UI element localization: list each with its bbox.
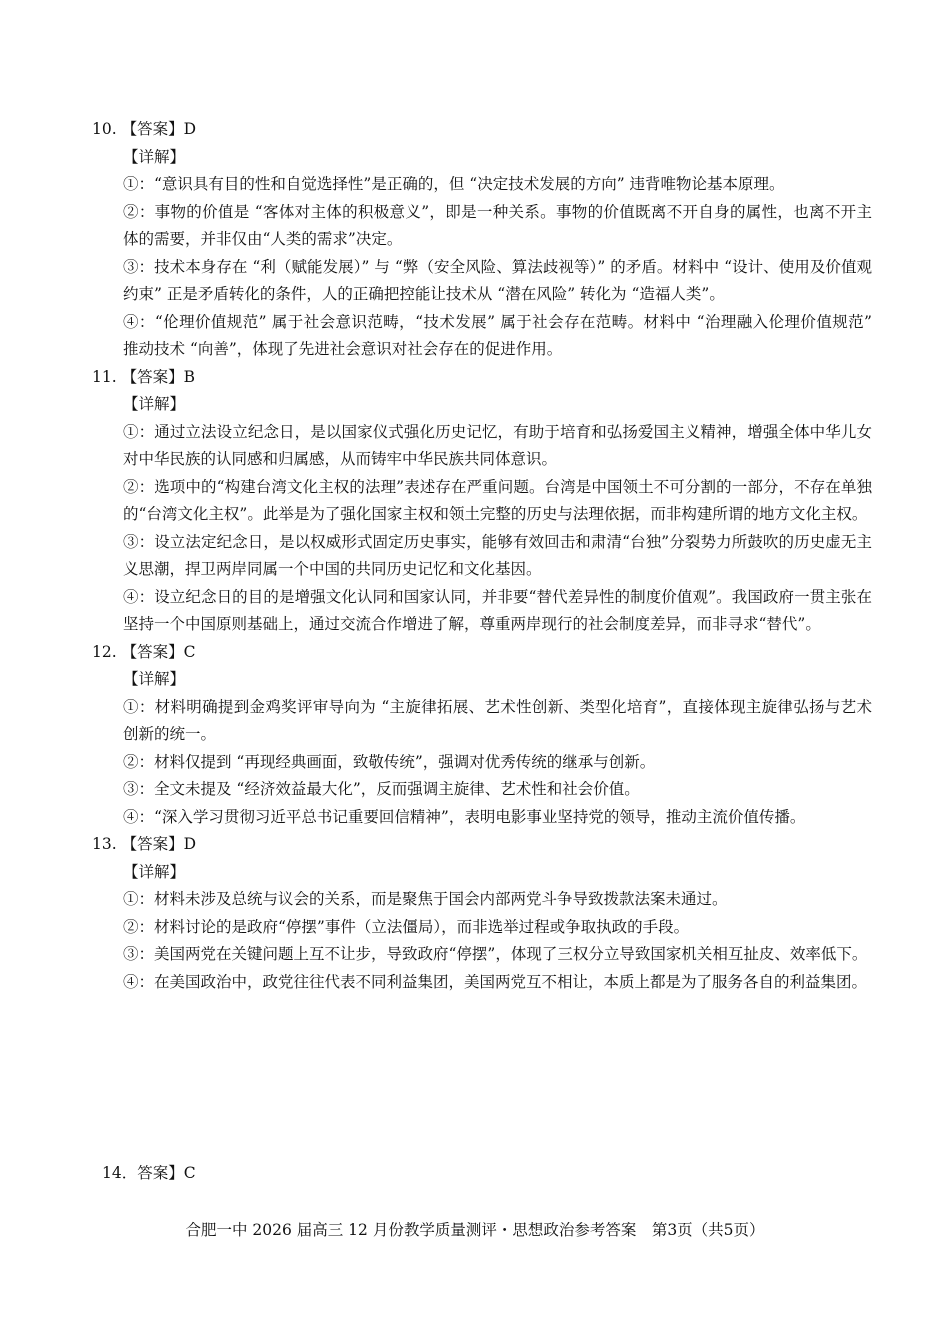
detail-label: 【详解】 [123,147,186,166]
detail-paragraph: ①：通过立法设立纪念日，是以国家仪式强化历史记忆，有助于培育和弘扬爱国主义精神，增强全体中华儿女对中华民族的认同感和归属感，从而铸牢中华民族共同体意识。 [123,422,872,468]
detail-paragraph: ①：材料未涉及总统与议会的关系，而是聚焦于国会内部两党斗争导致拨款法案未通过。 [123,890,728,908]
question-answer-line [92,831,872,859]
detail-label: 【详解】 [123,862,186,881]
detail-paragraph: ①：材料明确提到金鸡奖评审导向为 “主旋律拓展、艺术性创新、类型化培育”，直接体现主旋律弘扬与艺术创新的统一。 [123,697,872,743]
detail-paragraph: ④：设立纪念日的目的是增强文化认同和国家认同，并非要“替代差异性的制度价值观”。我国政府一贯主张在坚持一个中国原则基础上，通过交流合作增进了解，尊重两岸现行的社会制度差异，而非寻求“替代”。 [123,587,872,633]
question-answer-line [92,116,872,144]
question-answer-line [92,364,872,392]
question-number: 10. [92,120,117,138]
question-detail [92,391,872,639]
question-12 [92,639,872,832]
question-answer-line [92,639,872,667]
page-footer: 合肥一中 2026 届高三 12 月份教学质量测评・思想政治参考答案 第3页（共5页） [185,1221,765,1239]
question-11 [92,364,872,639]
question-detail [92,144,872,364]
question-number: 13. [92,835,117,853]
detail-paragraph: ④：“伦理价值规范” 属于社会意识范畴，“技术发展” 属于社会存在范畴。材料中 “治理融入伦理价值规范” 推动技术 “向善”，体现了先进社会意识对社会存在的促进作用。 [123,312,872,358]
detail-paragraph: ②：材料讨论的是政府“停摆”事件（立法僵局），而非选举过程或争取执政的手段。 [123,917,690,936]
detail-paragraph: ④：在美国政治中，政党往往代表不同利益集团，美国两党互不相让，本质上都是为了服务各自的利益集团。 [123,972,868,991]
question-detail [92,666,872,831]
question-14-answer: 14．答案】C [102,1164,196,1182]
question-number: 12. [92,642,117,661]
detail-paragraph: ②：选项中的“构建台湾文化主权的法理”表述存在严重问题。台湾是中国领土不可分割的一部分，不存在单独的“台湾文化主权”。此举是为了强化国家主权和领土完整的历史与法理依据，而非构建所谓的地方文化主权。 [123,477,872,523]
detail-label: 【详解】 [123,670,186,688]
detail-paragraph: ③：设立法定纪念日，是以权威形式固定历史事实，能够有效回击和肃清“台独”分裂势力所鼓吹的历史虚无主义思潮，捍卫两岸同属一个中国的共同历史记忆和文化基因。 [123,532,872,578]
question-detail [92,859,872,997]
detail-paragraph: ②：事物的价值是 “客体对主体的积极意义”，即是一种关系。事物的价值既离不开自身的属性，也离不开主体的需要，并非仅由“人类的需求”决定。 [123,202,872,248]
question-13 [92,831,872,996]
answer-label: 【答案】C [121,642,196,661]
detail-paragraph: ③：美国两党在关键问题上互不让步，导致政府“停摆”，体现了三权分立导致国家机关相互扯皮、效率低下。 [123,945,868,963]
answer-label: 【答案】B [121,367,195,386]
detail-paragraph: ③：全文未提及 “经济效益最大化”，反而强调主旋律、艺术性和社会价值。 [123,780,640,798]
detail-paragraph: ①：“意识具有目的性和自觉选择性”是正确的，但 “决定技术发展的方向” 违背唯物论基本原理。 [123,175,785,193]
answer-label: 【答案】D [121,835,197,853]
detail-label: 【详解】 [123,395,186,413]
answer-label: 【答案】D [121,120,197,138]
answer-content [92,116,872,996]
question-10 [92,116,872,364]
detail-paragraph: ③：技术本身存在 “利（赋能发展）” 与 “弊（安全风险、算法歧视等）” 的矛盾。材料中 “设计、使用及价值观约束” 正是矛盾转化的条件，人的正确把控能让技术从 “潜在风险” 转化为 “造福人类”。 [123,257,872,303]
detail-paragraph: ②：材料仅提到 “再现经典画面，致敬传统”，强调对优秀传统的继承与创新。 [123,752,656,771]
detail-paragraph: ④：“深入学习贯彻习近平总书记重要回信精神”，表明电影事业坚持党的领导，推动主流价值传播。 [123,807,806,826]
question-number: 11. [92,367,117,386]
